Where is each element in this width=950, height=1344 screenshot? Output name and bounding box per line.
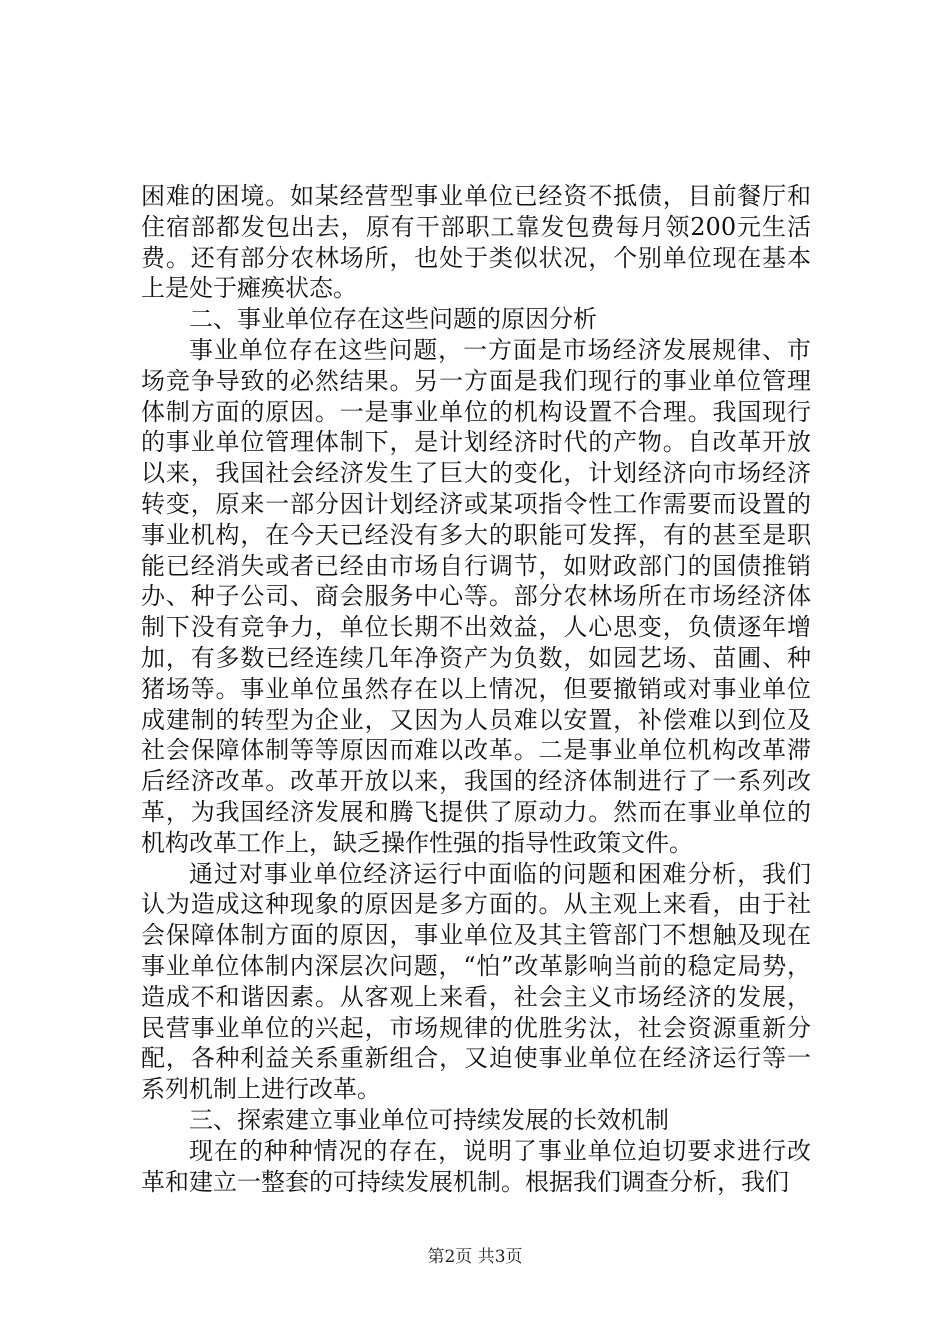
section-heading-two: 二、事业单位存在这些问题的原因分析 [189,305,597,334]
paragraph-subjective-objective: 通过对事业单位经济运行中面临的问题和困难分析，我们认为造成这种现象的原因是多方面的。从主观上来看，由于社会保障体制方面的原因，事业单位及其主管部门不想触及现在事业单位体制内深层次问题，“怕”改革影响当前的稳定局势，造成不和谐因素。从客观上来看，社会主义市场经济的发展，民营事业单位的兴起，市场规律的优胜劣汰，社会资源重新分配，各种利益关系重新组合，又迫使事业单位在经济运行等一系列机制上进行改革。 [141,859,811,1104]
paragraph-cause-analysis: 事业单位存在这些问题，一方面是市场经济发展规律、市场竞争导致的必然结果。另一方面是我们现行的事业单位管理体制方面的原因。一是事业单位的机构设置不合理。我国现行的事业单位管理体制下，是计划经济时代的产物。自改革开放以来，我国社会经济发生了巨大的变化，计划经济向市场经济转变，原来一部分因计划经济或某项指令性工作需要而设置的事业机构，在今天已经没有多大的职能可发挥，有的甚至是职能已经消失或者已经由市场自行调节，如财政部门的国债推销办、种子公司、商会服务中心等。部分农林场所在市场经济体制下没有竞争力，单位长期不出效益，人心思变，负债逐年增加，有多数已经连续几年净资产为负数，如园艺场、苗圃、种猪场等。事业单位虽然存在以上情况，但要撤销或对事业单位成建制的转型为企业，又因为人员难以安置，补偿难以到位及社会保障体制等等原因而难以改革。二是事业单位机构改革滞后经济改革。改革开放以来，我国的经济体制进行了一系列改革，为我国经济发展和腾飞提供了原动力。然而在事业单位的机构改革工作上，缺乏操作性强的指导性政策文件。 [141,335,811,857]
page-footer: 第2页 共3页 [427,1247,523,1267]
document-body [141,181,811,1197]
section-heading-three: 三、探索建立事业单位可持续发展的长效机制 [189,1105,669,1134]
paragraph-mechanism-intro: 现在的种种情况的存在，说明了事业单位迫切要求进行改革和建立一整套的可持续发展机制。根据我们调查分析，我们 [141,1136,811,1196]
paragraph-continuation: 困难的困境。如某经营型事业单位已经资不抵债，目前餐厅和住宿部都发包出去，原有干部职工靠发包费每月领200元生活费。还有部分农林场所，也处于类似状况，个别单位现在基本上是处于瘫痪状态。 [141,182,811,303]
